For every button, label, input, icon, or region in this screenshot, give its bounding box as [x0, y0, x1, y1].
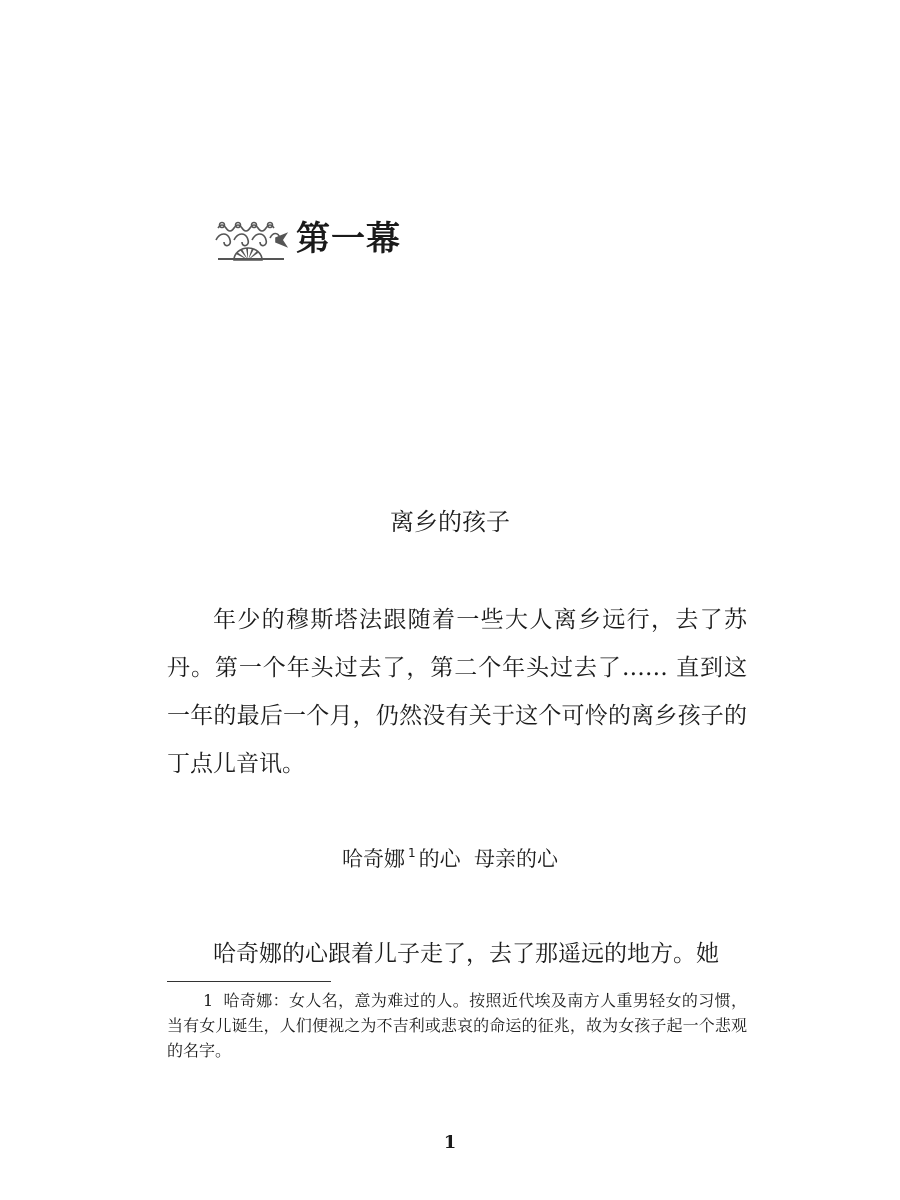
- body-paragraph: 哈奇娜的心跟着儿子走了，去了那遥远的地方。她: [213, 941, 719, 967]
- subtitle-part: 哈奇娜: [342, 847, 405, 871]
- act-title: 第一幕: [296, 219, 401, 259]
- footnote-divider: [167, 981, 331, 982]
- section-title: 离乡的孩子: [390, 508, 510, 536]
- page-number: 1: [443, 1132, 457, 1153]
- floral-scroll-ornament-icon: [212, 216, 290, 262]
- footnote-reference: 1: [408, 846, 416, 860]
- body-paragraph: 年少的穆斯塔法跟随着一些大人离乡远行，去了苏丹。第一个年头过去了，第二个年头过去了…… 直到这一年的最后一个月，仍然没有关于这个可怜的离乡孩子的丁点儿音讯。: [167, 607, 747, 777]
- footnote: [167, 988, 747, 1063]
- section-subtitle: [0, 847, 900, 870]
- footnote-text: 哈奇娜：女人名，意为难过的人。按照近代埃及南方人重男轻女的习惯，当有女儿诞生，人们便视之为不吉利或悲哀的命运的征兆，故为女孩子起一个悲观的名字。: [167, 991, 747, 1060]
- footnote-number: 1: [203, 991, 214, 1010]
- act-header: [212, 214, 401, 264]
- subtitle-part: 的心 母亲的心: [418, 847, 558, 871]
